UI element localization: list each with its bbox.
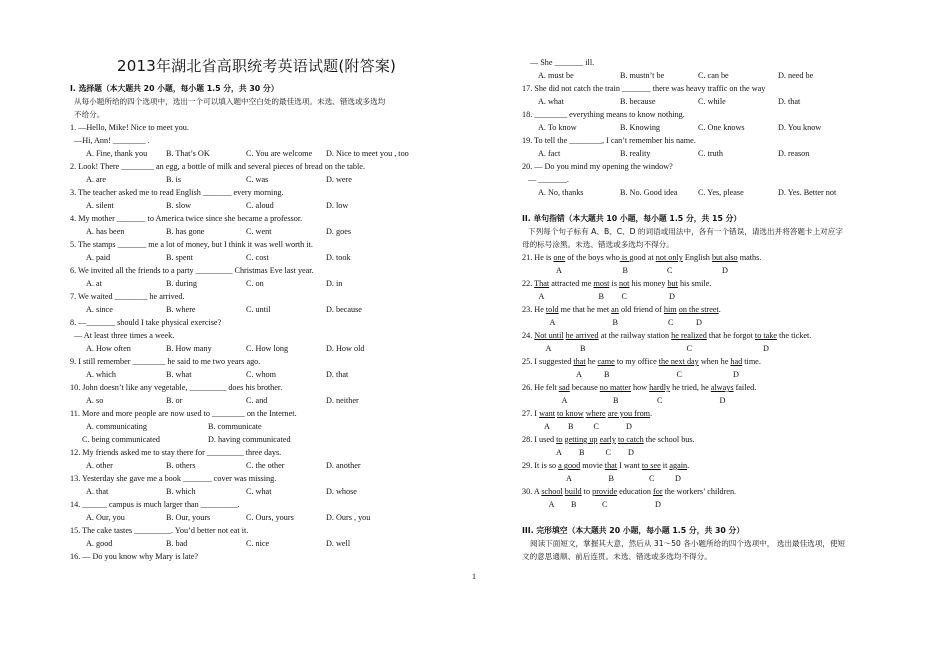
question-stem: 3. The teacher asked me to read English _______ every morning. bbox=[70, 188, 284, 197]
choice-letter: C bbox=[649, 474, 655, 483]
choice-letter: D bbox=[628, 448, 634, 457]
sentence-text: because bbox=[569, 383, 600, 392]
question-stem: 18. ________ everything means to know nothing. bbox=[522, 110, 685, 119]
choice-letter: A bbox=[548, 500, 555, 509]
question-stem: 16. — Do you know why Mary is late? bbox=[70, 552, 199, 561]
underlined-choice: is bbox=[619, 253, 630, 262]
answer-option: D. need be bbox=[778, 71, 814, 80]
sentence-text: at the railway station bbox=[598, 331, 672, 340]
section-3-instruction: 阅读下面短文，掌握其大意，然后从 31～50 各小题所给的四个选项中， 选出最佳选项，使短 bbox=[530, 539, 846, 548]
sentence-text: 25. I suggested bbox=[522, 357, 574, 366]
choice-letter: A bbox=[544, 422, 550, 431]
sentence-text: English bbox=[682, 253, 712, 262]
underlined-choice: always bbox=[710, 383, 734, 392]
underlined-choice: that bbox=[604, 461, 618, 470]
choice-letter: B bbox=[622, 266, 628, 275]
answer-option: A. what bbox=[538, 97, 564, 106]
answer-option: D. took bbox=[326, 253, 351, 262]
answer-option: B. spent bbox=[166, 253, 193, 262]
answer-option: C. on bbox=[246, 279, 264, 288]
underlined-choice: him bbox=[663, 305, 677, 314]
sentence-text: that he forgot bbox=[706, 331, 755, 340]
underlined-choice: had bbox=[730, 357, 743, 366]
answer-option: C. and bbox=[246, 396, 268, 405]
sentence-text: the workers’ children. bbox=[662, 487, 737, 496]
answer-option: D. Yes. Better not bbox=[778, 188, 837, 197]
choice-letter: B bbox=[568, 422, 574, 431]
answer-option: D. Nice to meet you , too bbox=[326, 149, 409, 158]
answer-option: D. reason bbox=[778, 149, 810, 158]
question-stem: — At least three times a week. bbox=[74, 331, 175, 340]
underlined-choice: That bbox=[534, 279, 550, 288]
answer-option: C. went bbox=[246, 227, 272, 236]
choice-letter: A bbox=[545, 344, 552, 353]
underlined-choice: hardly bbox=[649, 383, 671, 392]
question-stem: 13. Yesterday she gave me a book _______ cover was missing. bbox=[70, 474, 277, 483]
underlined-choice: he realized bbox=[671, 331, 707, 340]
error-sentence bbox=[522, 355, 761, 368]
answer-option: A. silent bbox=[86, 201, 114, 210]
answer-option: A. are bbox=[86, 175, 107, 184]
sentence-text: 23. He bbox=[522, 305, 546, 314]
sentence-text: his smile. bbox=[677, 279, 712, 288]
sentence-text: 26. He felt bbox=[522, 383, 559, 392]
underlined-choice: came bbox=[597, 357, 615, 366]
choice-letter: C bbox=[605, 448, 611, 457]
choice-letter: B bbox=[612, 318, 618, 327]
sentence-text: to my office bbox=[614, 357, 659, 366]
choice-letter: A bbox=[556, 266, 562, 275]
choice-letter: C bbox=[668, 318, 674, 327]
sentence-text: his money bbox=[629, 279, 668, 288]
underlined-choice: but bbox=[667, 279, 678, 288]
answer-option: A. To know bbox=[538, 123, 577, 132]
question-stem: 10. John doesn’t like any vegetable, _________ does his brother. bbox=[70, 383, 283, 392]
answer-option: D. low bbox=[326, 201, 349, 210]
choice-letter: D bbox=[669, 292, 675, 301]
error-sentence bbox=[522, 381, 756, 394]
answer-option: A. at bbox=[86, 279, 102, 288]
choice-letter: C bbox=[657, 396, 663, 405]
sentence-text: good at bbox=[629, 253, 656, 262]
underlined-choice: on the street bbox=[678, 305, 719, 314]
answer-option: D. How old bbox=[326, 344, 365, 353]
question-stem: — _______. bbox=[528, 175, 569, 184]
sentence-text: the ticket. bbox=[776, 331, 812, 340]
answer-option: A. communicating bbox=[86, 422, 147, 431]
choice-letter: C bbox=[602, 500, 608, 509]
sentence-text: me that he met bbox=[558, 305, 612, 314]
choice-letter: B bbox=[598, 292, 604, 301]
underlined-choice: again bbox=[669, 461, 688, 470]
answer-option: B. That’s OK bbox=[166, 149, 210, 158]
choice-letter: C bbox=[667, 266, 673, 275]
choice-letter: A bbox=[556, 448, 562, 457]
answer-option: A. paid bbox=[86, 253, 111, 262]
error-sentence bbox=[522, 485, 736, 498]
sentence-text: . bbox=[687, 461, 690, 470]
sentence-text: time. bbox=[742, 357, 761, 366]
error-sentence bbox=[522, 277, 711, 290]
underlined-choice: provide bbox=[592, 487, 618, 496]
section-1-heading: I. 选择题（本大题共 20 小题，每小题 1.5 分，共 30 分） bbox=[70, 84, 279, 93]
choice-letter: B bbox=[604, 370, 610, 379]
sentence-text: I want bbox=[617, 461, 642, 470]
answer-option: A. so bbox=[86, 396, 104, 405]
answer-option: C. nice bbox=[246, 539, 270, 548]
answer-option: C. You are welcome bbox=[246, 149, 313, 158]
answer-option: C. can be bbox=[698, 71, 729, 80]
answer-option: C. cost bbox=[246, 253, 269, 262]
sentence-text: 30. A bbox=[522, 487, 542, 496]
answer-option: C. was bbox=[246, 175, 269, 184]
underlined-choice: not only bbox=[655, 253, 683, 262]
answer-option: C. until bbox=[246, 305, 271, 314]
underlined-choice: early bbox=[599, 435, 616, 444]
sentence-text: . bbox=[650, 409, 653, 418]
answer-option: D. that bbox=[326, 370, 349, 379]
choice-letter: C bbox=[676, 370, 682, 379]
error-sentence bbox=[522, 303, 721, 316]
section-3-instruction: 文的意思通顺、前后连贯。未选、错选或多选均不得分。 bbox=[522, 552, 712, 561]
question-stem: 7. We waited ________ he arrived. bbox=[70, 292, 185, 301]
question-stem: — She _______ ill. bbox=[530, 58, 595, 67]
section-3-heading: III. 完形填空（本大题共 20 小题，每小题 1.5 分，共 30 分） bbox=[522, 526, 745, 535]
sentence-text: the school bus. bbox=[643, 435, 695, 444]
answer-option: A. since bbox=[86, 305, 113, 314]
underlined-choice: an bbox=[611, 305, 619, 314]
sentence-text: . bbox=[718, 305, 721, 314]
answer-option: C. aloud bbox=[246, 201, 274, 210]
answer-option: B. what bbox=[166, 370, 192, 379]
section-2-instruction: 母的标号涂黑。未选、错选或多选均不得分。 bbox=[522, 240, 674, 249]
underlined-choice: one bbox=[553, 253, 566, 262]
question-stem: 9. I still remember ________ he said to me two years ago. bbox=[70, 357, 261, 366]
answer-option: B. others bbox=[166, 461, 196, 470]
answer-option: B. Our, yours bbox=[166, 513, 211, 522]
sentence-text: 21. He is bbox=[522, 253, 554, 262]
choice-letter: A bbox=[538, 292, 545, 301]
underlined-choice: school bbox=[541, 487, 563, 496]
underlined-choice: want bbox=[539, 409, 555, 418]
answer-option: B. where bbox=[166, 305, 196, 314]
choice-letter: B bbox=[613, 396, 619, 405]
answer-option: B. slow bbox=[166, 201, 192, 210]
answer-option: B. or bbox=[166, 396, 183, 405]
underlined-choice: build bbox=[564, 487, 582, 496]
choice-letter: A bbox=[561, 396, 568, 405]
answer-option: B. How many bbox=[166, 344, 212, 353]
answer-option: B. bad bbox=[166, 539, 188, 548]
question-stem: 8. —_______ should I take physical exercise? bbox=[70, 318, 222, 327]
answer-option: D. goes bbox=[326, 227, 352, 236]
answer-option: D. Ours , you bbox=[326, 513, 371, 522]
sentence-text: 24. bbox=[522, 331, 535, 340]
question-stem: 11. More and more people are now used to ________ on the Internet. bbox=[70, 409, 297, 418]
answer-option: C. the other bbox=[246, 461, 285, 470]
underlined-choice: sad bbox=[558, 383, 570, 392]
answer-option: A. must be bbox=[538, 71, 574, 80]
choice-letter: A bbox=[566, 474, 572, 483]
answer-option: A. No, thanks bbox=[538, 188, 584, 197]
error-sentence bbox=[522, 407, 652, 420]
underlined-choice: most bbox=[593, 279, 610, 288]
sentence-text: 28. I used bbox=[522, 435, 557, 444]
question-stem: 5. The stamps _______ me a lot of money, but I think it was well worth it. bbox=[70, 240, 313, 249]
section-1-instruction: 不给分。 bbox=[74, 110, 105, 119]
sentence-text: attracted me bbox=[549, 279, 594, 288]
answer-option: A. which bbox=[86, 370, 117, 379]
sentence-text: it bbox=[660, 461, 670, 470]
question-stem: 15. The cake tastes _________. You’d better not eat it. bbox=[70, 526, 249, 535]
sentence-text: is bbox=[609, 279, 619, 288]
answer-option: D. in bbox=[326, 279, 343, 288]
answer-option: A. Our, you bbox=[86, 513, 125, 522]
underlined-choice: Not until bbox=[534, 331, 564, 340]
answer-option: B. communicate bbox=[208, 422, 262, 431]
underlined-choice: to catch bbox=[617, 435, 644, 444]
sentence-text: how bbox=[630, 383, 650, 392]
underlined-choice: that bbox=[573, 357, 586, 366]
section-2-heading: II. 单句指错（本大题共 10 小题，每小题 1.5 分，共 15 分） bbox=[522, 214, 742, 223]
sentence-text: to bbox=[581, 487, 593, 496]
answer-option: A. that bbox=[86, 487, 109, 496]
choice-letter: C bbox=[686, 344, 692, 353]
choice-letter: C bbox=[593, 422, 599, 431]
answer-option: D. having communicated bbox=[208, 435, 291, 444]
choice-letter: B bbox=[580, 344, 586, 353]
section-1-instruction: 从每小题所给的四个选项中，选出一个可以填入题中空白处的最佳选项。未选、错选或多选均 bbox=[74, 97, 386, 106]
sentence-text: 29. It is so bbox=[522, 461, 559, 470]
error-sentence bbox=[522, 251, 761, 264]
sentence-text: 27. I bbox=[522, 409, 540, 418]
question-stem: 2. Look! There ________ an egg, a bottle of milk and several pieces of bread on the table. bbox=[70, 162, 365, 171]
answer-option: C. whom bbox=[246, 370, 277, 379]
page-number: 1 bbox=[472, 572, 476, 581]
answer-option: D. whose bbox=[326, 487, 357, 496]
answer-option: D. that bbox=[778, 97, 801, 106]
answer-option: B. because bbox=[620, 97, 656, 106]
question-stem: —Hi, Ann! ________ . bbox=[74, 136, 150, 145]
choice-letter: D bbox=[675, 474, 681, 483]
choice-letter: A bbox=[576, 370, 582, 379]
choice-letter: D bbox=[733, 370, 739, 379]
underlined-choice: a good bbox=[558, 461, 581, 470]
section-2-instruction: 下列每个句子标有 A、B、C、D 的词语或用法中，各有一个错误，请选出并将答题卡上对应字 bbox=[528, 227, 843, 236]
answer-option: A. other bbox=[86, 461, 113, 470]
choice-letter: D bbox=[696, 318, 702, 327]
question-stem: 19. To tell the ________, I can’t remember his name. bbox=[522, 136, 696, 145]
question-stem: 17. She did not catch the train _______ there was heavy traffic on the way bbox=[522, 84, 766, 93]
answer-option: B. Knowing bbox=[620, 123, 661, 132]
underlined-choice: where bbox=[585, 409, 606, 418]
answer-option: B. has gone bbox=[166, 227, 205, 236]
answer-option: B. mustn’t be bbox=[620, 71, 665, 80]
answer-option: D. because bbox=[326, 305, 362, 314]
answer-option: C. Ours, yours bbox=[246, 513, 294, 522]
error-sentence bbox=[522, 329, 811, 342]
underlined-choice: no matter bbox=[599, 383, 631, 392]
underlined-choice: to take bbox=[754, 331, 777, 340]
answer-option: D. neither bbox=[326, 396, 359, 405]
answer-option: D. were bbox=[326, 175, 352, 184]
answer-option: C. being communicated bbox=[82, 435, 160, 444]
underlined-choice: getting up bbox=[564, 435, 598, 444]
answer-option: B. is bbox=[166, 175, 182, 184]
underlined-choice: but also bbox=[711, 253, 738, 262]
underlined-choice: to bbox=[556, 435, 563, 444]
answer-option: D. another bbox=[326, 461, 361, 470]
sentence-text: 22. bbox=[522, 279, 535, 288]
underlined-choice: not bbox=[618, 279, 630, 288]
choice-letter: B bbox=[579, 448, 585, 457]
error-sentence bbox=[522, 433, 695, 446]
underlined-choice: he arrived bbox=[565, 331, 599, 340]
choice-letter: D bbox=[763, 344, 769, 353]
sentence-text: old friend of bbox=[618, 305, 664, 314]
sentence-text: he tried, he bbox=[670, 383, 711, 392]
answer-option: B. No. Good idea bbox=[620, 188, 678, 197]
choice-letter: D bbox=[722, 266, 728, 275]
question-stem: 6. We invited all the friends to a party _________ Christmas Eve last year. bbox=[70, 266, 314, 275]
question-stem: 1. —Hello, Mike! Nice to meet you. bbox=[70, 123, 189, 132]
question-stem: 4. My mother _______ to America twice since she became a professor. bbox=[70, 214, 303, 223]
choice-letter: D bbox=[719, 396, 726, 405]
choice-letter: B bbox=[608, 474, 614, 483]
sentence-text: when he bbox=[698, 357, 731, 366]
answer-option: A. good bbox=[86, 539, 113, 548]
underlined-choice: told bbox=[545, 305, 559, 314]
underlined-choice: the next day bbox=[658, 357, 699, 366]
answer-option: C. Yes, please bbox=[698, 188, 744, 197]
page-title: 2013年湖北省高职统考英语试题(附答案) bbox=[117, 57, 397, 75]
answer-option: A. fact bbox=[538, 149, 561, 158]
sentence-text: maths. bbox=[737, 253, 762, 262]
sentence-text: failed. bbox=[733, 383, 757, 392]
answer-option: C. How long bbox=[246, 344, 289, 353]
answer-option: D. You know bbox=[778, 123, 822, 132]
underlined-choice: are you from bbox=[607, 409, 651, 418]
underlined-choice: for bbox=[653, 487, 663, 496]
answer-option: D. well bbox=[326, 539, 351, 548]
answer-option: B. which bbox=[166, 487, 196, 496]
error-sentence bbox=[522, 459, 689, 472]
answer-option: A. has been bbox=[86, 227, 125, 236]
question-stem: 20. — Do you mind my opening the window? bbox=[522, 162, 673, 171]
sentence-text: movie bbox=[580, 461, 605, 470]
answer-option: B. during bbox=[166, 279, 197, 288]
sentence-text: education bbox=[617, 487, 654, 496]
question-stem: 12. My friends asked me to stay there for _________ three days. bbox=[70, 448, 282, 457]
choice-letter: B bbox=[571, 500, 577, 509]
answer-option: A. How often bbox=[86, 344, 131, 353]
choice-letter: C bbox=[621, 292, 627, 301]
choice-letter: D bbox=[626, 422, 632, 431]
underlined-choice: to see bbox=[641, 461, 661, 470]
answer-option: A. Fine, thank you bbox=[86, 149, 148, 158]
answer-option: C. truth bbox=[698, 149, 724, 158]
choice-letter: A bbox=[549, 318, 556, 327]
answer-option: C. what bbox=[246, 487, 272, 496]
underlined-choice: to know bbox=[557, 409, 584, 418]
choice-letter: D bbox=[655, 500, 661, 509]
answer-option: C. while bbox=[698, 97, 726, 106]
answer-option: C. One knows bbox=[698, 123, 745, 132]
sentence-text: he bbox=[585, 357, 598, 366]
question-stem: 14. ______ campus is much larger than _________. bbox=[70, 500, 240, 509]
sentence-text: of the boys who bbox=[565, 253, 620, 262]
answer-option: B. reality bbox=[620, 149, 651, 158]
